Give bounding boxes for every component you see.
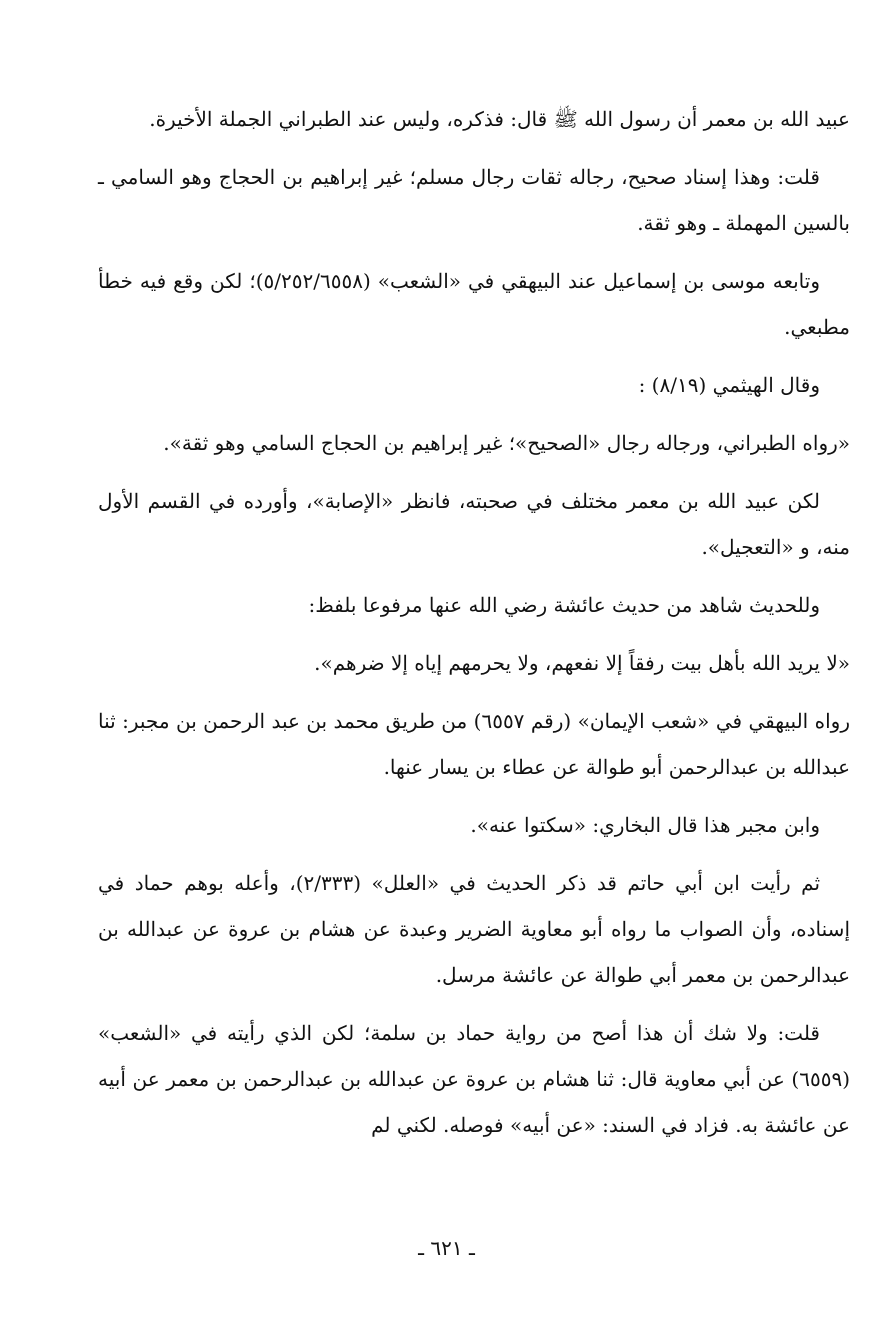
page-number: ـ ٦٢١ ـ [418,1236,475,1260]
paragraph-8: «لا يريد الله بأهل بيت رفقاً إلا نفعهم، ولا يحرمهم إياه إلا ضرهم». [314,651,850,675]
paragraph-4: وقال الهيثمي (٨/١٩) : [638,373,820,397]
paragraph-1: عبيد الله بن معمر أن رسول الله ﷺ قال: فذكره، وليس عند الطبراني الجملة الأخيرة. [149,107,850,131]
paragraph-12: قلت: ولا شك أن هذا أصح من رواية حماد بن سلمة؛ لكن الذي رأيته في «الشعب» (٦٥٥٩) عن أبي معاوية قال: ثنا هشام بن عروة عن عبدالله بن عبدالرحمن بن معمر عن أبيه عن عائشة به. فزاد في السند: «عن أبيه» فوصله. لكني لم [98,1021,850,1137]
paragraph-5: «رواه الطبراني، ورجاله رجال «الصحيح»؛ غير إبراهيم بن الحجاج السامي وهو ثقة». [163,431,850,455]
paragraph-9: رواه البيهقي في «شعب الإيمان» (رقم ٦٥٥٧) من طريق محمد بن عبد الرحمن بن مجبر: ثنا عبدالله بن عبدالرحمن أبو طوالة عن عطاء بن يسار عنها. [98,709,850,779]
paragraph-2: قلت: وهذا إسناد صحيح، رجاله ثقات رجال مسلم؛ غير إبراهيم بن الحجاج وهو السامي ـ بالسين المهملة ـ وهو ثقة. [98,165,850,235]
paragraph-10: وابن مجبر هذا قال البخاري: «سكتوا عنه». [470,813,820,837]
paragraph-3: وتابعه موسى بن إسماعيل عند البيهقي في «الشعب» (٥/٢٥٢/٦٥٥٨)؛ لكن وقع فيه خطأ مطبعي. [98,269,850,339]
text-body [98,96,850,1160]
paragraph-11: ثم رأيت ابن أبي حاتم قد ذكر الحديث في «العلل» (٢/٣٣٣)، وأعله بوهم حماد في إسناده، وأن الصواب ما رواه أبو معاوية الضرير وعبدة عن هشام بن عروة عن عبدالله بن عبدالرحمن بن معمر أبي طوالة عن عائشة مرسل. [98,871,850,987]
paragraph-6: لكن عبيد الله بن معمر مختلف في صحبته، فانظر «الإصابة»، وأورده في القسم الأول منه، و «التعجيل». [98,489,850,559]
paragraph-7: وللحديث شاهد من حديث عائشة رضي الله عنها مرفوعا بلفظ: [308,593,820,617]
